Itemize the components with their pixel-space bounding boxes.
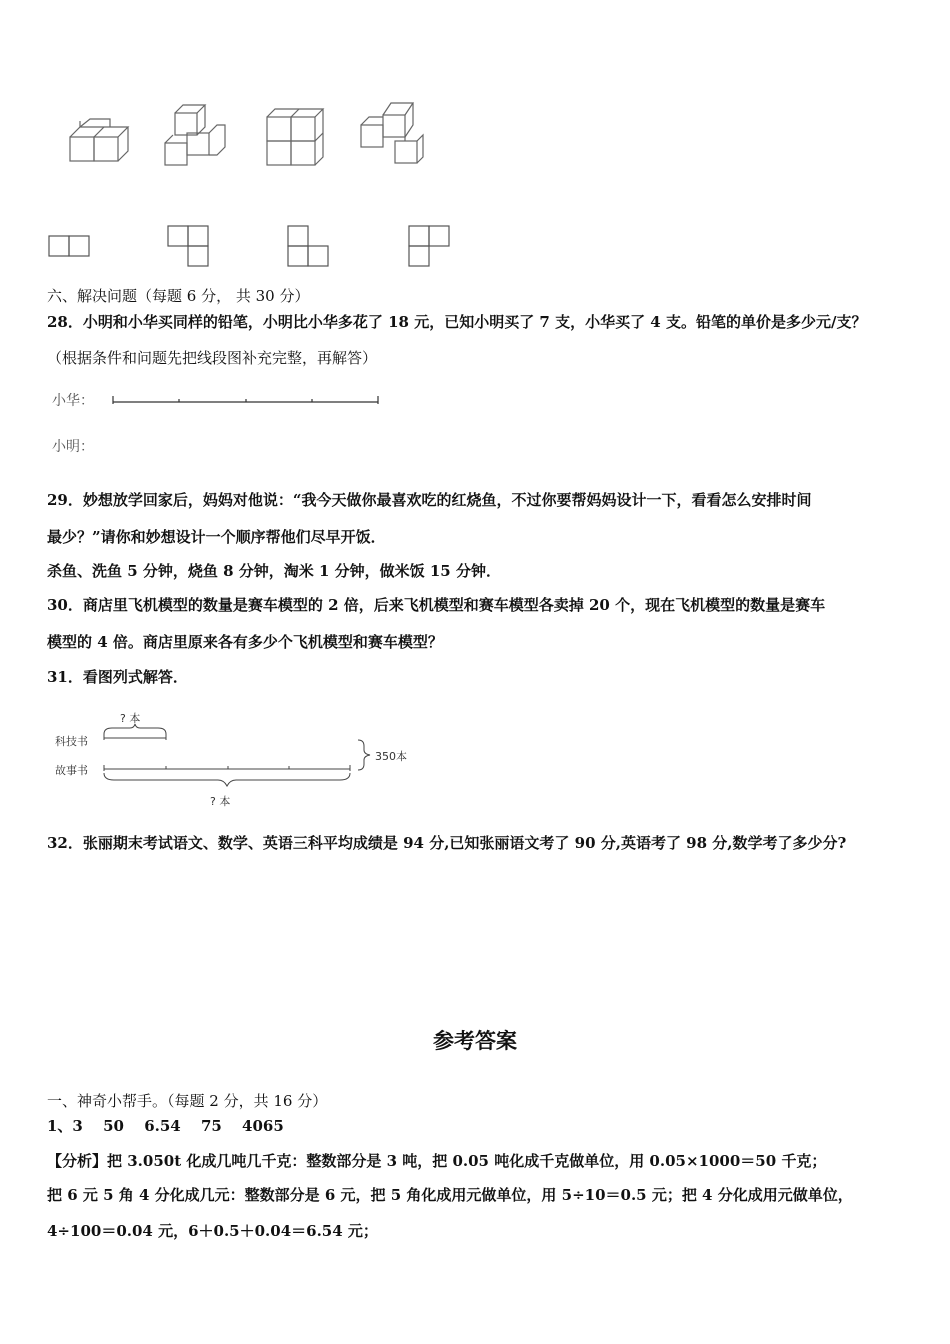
answers-section-1: 一、神奇小帮手。（每题 2 分，共 16 分）: [47, 1092, 328, 1110]
question-28-note: （根据条件和问题先把线段图补充完整，再解答）: [47, 349, 378, 367]
view-figure-3: [288, 226, 328, 266]
question-28: 28．小明和小华买同样的铅笔，小明比小华多花了 18 元，已知小明买了 7 支，小华买了 4 支。铅笔的单价是多少元/支？: [47, 313, 867, 331]
q31-segment-diagram: [100, 722, 380, 792]
view-figure-1: [49, 236, 89, 256]
cube-figures: [55, 95, 435, 175]
total-label: 350本: [375, 750, 407, 763]
view-figure-4: [409, 226, 449, 266]
question-29-line-2: 最少？”请你和妙想设计一个顺序帮他们尽早开饭．: [47, 528, 386, 546]
question-31: 31．看图列式解答．: [47, 668, 188, 686]
label-gushi: 故事书: [55, 764, 88, 777]
question-30-line-2: 模型的 4 倍。商店里原来各有多少个飞机模型和赛车模型？: [47, 633, 443, 651]
question-30-line-1: 30．商店里飞机模型的数量是赛车模型的 2 倍，后来飞机模型和赛车模型各卖掉 20 个，现在飞机模型的数量是赛车: [47, 596, 826, 614]
answers-title: 参考答案: [433, 1028, 517, 1053]
analysis-line-2: 把 6 元 5 角 4 分化成几元：整数部分是 6 元，把 5 角化成用元做单位，用 5÷10＝0.5 元；把 4 分化成用元做单位，: [47, 1186, 853, 1204]
view-figures: [45, 222, 465, 272]
section-6-heading: 六、解决问题（每题 6 分， 共 30 分）: [47, 287, 310, 305]
gushi-question-label: ? 本: [210, 795, 231, 808]
analysis-line-1: 【分析】把 3.050t 化成几吨几千克：整数部分是 3 吨，把 0.05 吨化成千克做单位，用 0.05×1000＝50 千克；: [47, 1152, 827, 1170]
label-xiaoming: 小明：: [52, 439, 94, 455]
cube-figure-1: [70, 119, 128, 161]
question-29-line-3: 杀鱼、洗鱼 5 分钟，烧鱼 8 分钟，淘米 1 分钟，做米饭 15 分钟．: [47, 562, 501, 580]
cube-figure-3: [267, 109, 323, 165]
analysis-line-3: 4÷100＝0.04 元，6＋0.5＋0.04＝6.54 元；: [47, 1222, 378, 1240]
cube-figure-2: [165, 105, 225, 165]
cube-figure-4: [361, 103, 423, 163]
label-xiaohua: 小华：: [52, 393, 94, 409]
question-32: 32．张丽期末考试语文、数学、英语三科平均成绩是 94 分,已知张丽语文考了 90 分,英语考了 98 分,数学考了多少分?: [47, 834, 847, 852]
answer-1: 1、3 50 6.54 75 4065: [47, 1117, 284, 1135]
view-figure-2: [168, 226, 208, 266]
keji-question-label: ? 本: [120, 712, 141, 725]
question-29-line-1: 29．妙想放学回家后，妈妈对他说：“我今天做你最喜欢吃的红烧鱼，不过你要帮妈妈设计一下，看看怎么安排时间: [47, 491, 812, 509]
label-keji: 科技书: [55, 735, 88, 748]
xiaohua-segment: [110, 392, 385, 406]
